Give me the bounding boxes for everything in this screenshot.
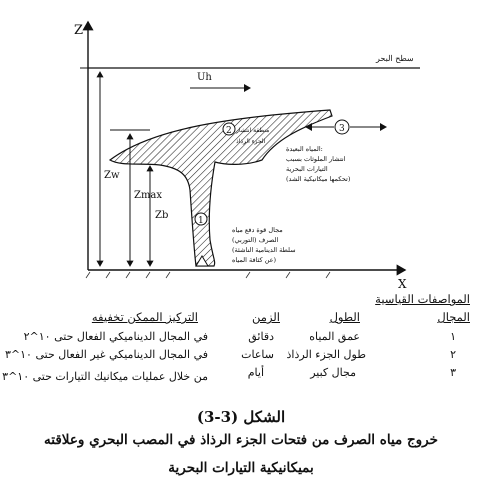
- table-title: المواصفات القياسية: [375, 292, 470, 306]
- zone-1-label: 1: [198, 216, 204, 226]
- plume: [110, 110, 332, 266]
- figure-number: الشكل (3-3): [196, 408, 286, 426]
- z-max-label: Zmax: [134, 190, 163, 201]
- row-2-length: طول الجزء الرذاذ: [286, 348, 366, 361]
- svg-text:انتشار الملوثات بسبب: انتشار الملوثات بسبب: [286, 155, 346, 163]
- standard-specs-table: [2, 284, 476, 402]
- svg-text:الصرف (التوربي): الصرف (التوربي): [232, 236, 279, 244]
- svg-text:التيارات البحرية: التيارات البحرية: [286, 165, 328, 173]
- row-3-length: مجال كبير: [310, 366, 356, 379]
- far-field-note: [286, 145, 351, 183]
- row-1-domain: ١: [450, 330, 456, 343]
- row-2-concentration: في المجال الديناميكي غير الفعال حتى ١٠^٣: [4, 348, 208, 361]
- row-3-domain: ٣: [450, 366, 456, 379]
- svg-text:مجال قوة دفع مياه: مجال قوة دفع مياه: [232, 226, 283, 234]
- z-b-label: Zb: [155, 210, 169, 221]
- header-time: الزمن: [252, 310, 280, 324]
- spread-note: منطقة انتشار: [236, 127, 270, 134]
- sea-bed: [86, 272, 330, 278]
- header-length: الطول: [329, 310, 360, 324]
- svg-text:(سلطة الدينامية الناشئة: (سلطة الدينامية الناشئة: [232, 246, 296, 254]
- z-total-label: Zw: [104, 170, 120, 181]
- caption-line-2: بميكانيكية التيارات البحرية: [168, 460, 314, 476]
- row-1-length: عمق المياه: [309, 330, 360, 343]
- dimension-lines: [80, 68, 150, 266]
- row-2-domain: ٢: [450, 348, 456, 361]
- svg-text:عن كثافة المياه): عن كثافة المياه): [232, 256, 277, 264]
- row-3-time: أيام: [247, 366, 264, 379]
- current-label: Uh: [197, 72, 212, 83]
- zone-2-label: 2: [226, 126, 232, 136]
- x-axis-label: X: [398, 277, 407, 290]
- zone-3-label: 3: [339, 124, 345, 134]
- header-concentration: التركيز الممكن تخفيفه: [91, 310, 198, 324]
- svg-text:(تحكمها ميكانيكية الشد): (تحكمها ميكانيكية الشد): [286, 175, 351, 183]
- jet-zone-note: [232, 226, 296, 264]
- sea-surface-label: سطح البحر: [376, 54, 414, 63]
- header-domain: المجال: [437, 310, 470, 324]
- row-1-concentration: في المجال الديناميكي الفعال حتى ١٠^٢: [23, 330, 208, 343]
- svg-text:المياه البعيدة:: المياه البعيدة:: [286, 145, 323, 153]
- z-axis-label: Z: [74, 23, 84, 38]
- row-1-time: دقائق: [248, 330, 274, 343]
- row-2-time: ساعات: [241, 348, 274, 361]
- spread-note-2: الجزء الرذاذ: [236, 138, 266, 145]
- row-3-concentration: من خلال عمليات ميكانيك التيارات حتى ١٠^٣: [2, 370, 208, 383]
- caption-line-1: خروج مياه الصرف من فتحات الجزء الرذاذ في المصب البحري وعلاقته: [44, 432, 438, 448]
